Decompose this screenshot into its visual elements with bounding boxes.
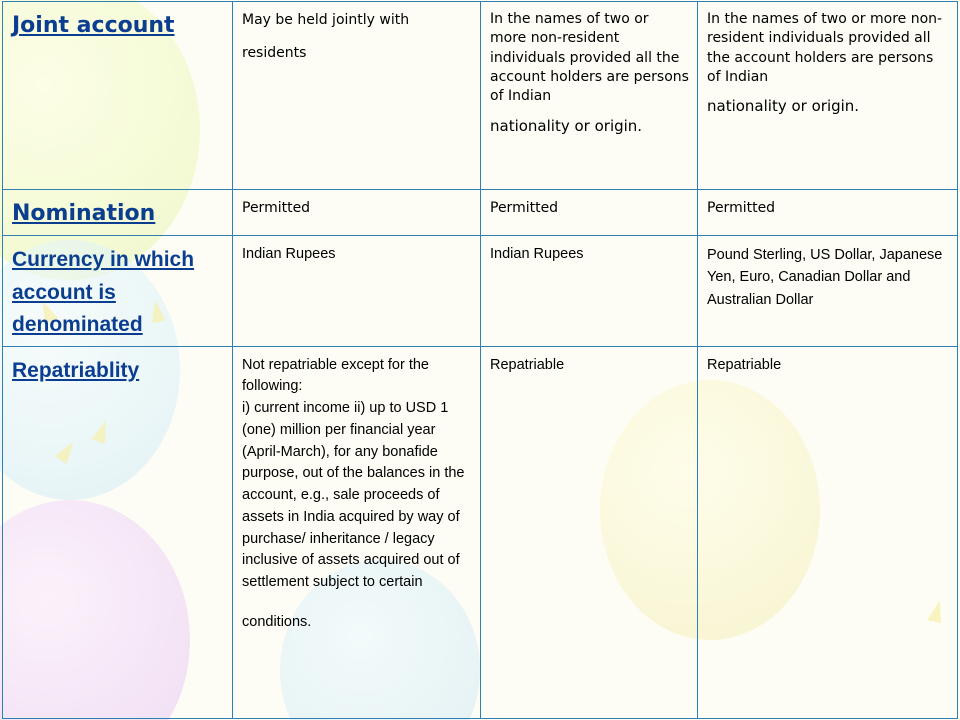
cell-text: In the names of two or more non-resident individuals provided all the account holders are persons of Indian xyxy=(490,11,689,105)
table-cell xyxy=(481,2,698,190)
row-heading-cell xyxy=(3,346,233,718)
cell-text: nationality or origin. xyxy=(707,97,860,116)
table-row xyxy=(3,190,958,236)
cell-text: conditions. xyxy=(242,613,312,630)
cell-text: Permitted xyxy=(490,200,559,216)
table-row xyxy=(3,2,958,190)
table-row xyxy=(3,236,958,347)
table-cell xyxy=(481,346,698,718)
cell-text: nationality or origin. xyxy=(490,116,643,135)
table-cell xyxy=(698,236,958,347)
row-heading-cell xyxy=(3,2,233,190)
cell-text: May be held jointly with xyxy=(242,12,410,28)
row-heading: Currency in which account is denominated xyxy=(12,248,195,337)
table-cell xyxy=(481,236,698,347)
cell-text: i) current income ii) up to USD 1 (one) million per financial year (April-March), for any bonafide purpose, out of the balances in the account, e.g., sale proceeds of assets in India acquired by way of purchase/ inheritance / legacy inclusive of assets acquired out of settlement subject to certain xyxy=(242,400,465,591)
table-cell xyxy=(481,190,698,236)
table-cell xyxy=(698,2,958,190)
table-cell xyxy=(233,190,481,236)
table-cell xyxy=(233,2,481,190)
table-cell xyxy=(698,346,958,718)
cell-text: In the names of two or more non-resident individuals provided all the account holders are persons of Indian xyxy=(707,11,943,85)
cell-text: Repatriable xyxy=(490,356,565,373)
cell-text: residents xyxy=(242,45,307,61)
cell-text: Permitted xyxy=(242,200,311,216)
row-heading-cell xyxy=(3,236,233,347)
row-heading: Joint account xyxy=(12,13,175,38)
cell-text: Not repatriable except for the following: xyxy=(242,356,429,395)
row-heading: Nomination xyxy=(12,201,156,226)
table-cell xyxy=(698,190,958,236)
comparison-table xyxy=(2,1,958,719)
table-cell xyxy=(233,346,481,718)
table-cell xyxy=(233,236,481,347)
cell-text: Permitted xyxy=(707,200,776,216)
table-row xyxy=(3,346,958,718)
row-heading-cell xyxy=(3,190,233,236)
cell-text: Indian Rupees xyxy=(242,246,336,262)
cell-text: Repatriable xyxy=(707,356,782,373)
row-heading: Repatriablity xyxy=(12,358,140,382)
cell-text: Indian Rupees xyxy=(490,246,584,262)
cell-text: Pound Sterling, US Dollar, Japanese Yen, Euro, Canadian Dollar and Australian Dollar xyxy=(707,247,943,308)
